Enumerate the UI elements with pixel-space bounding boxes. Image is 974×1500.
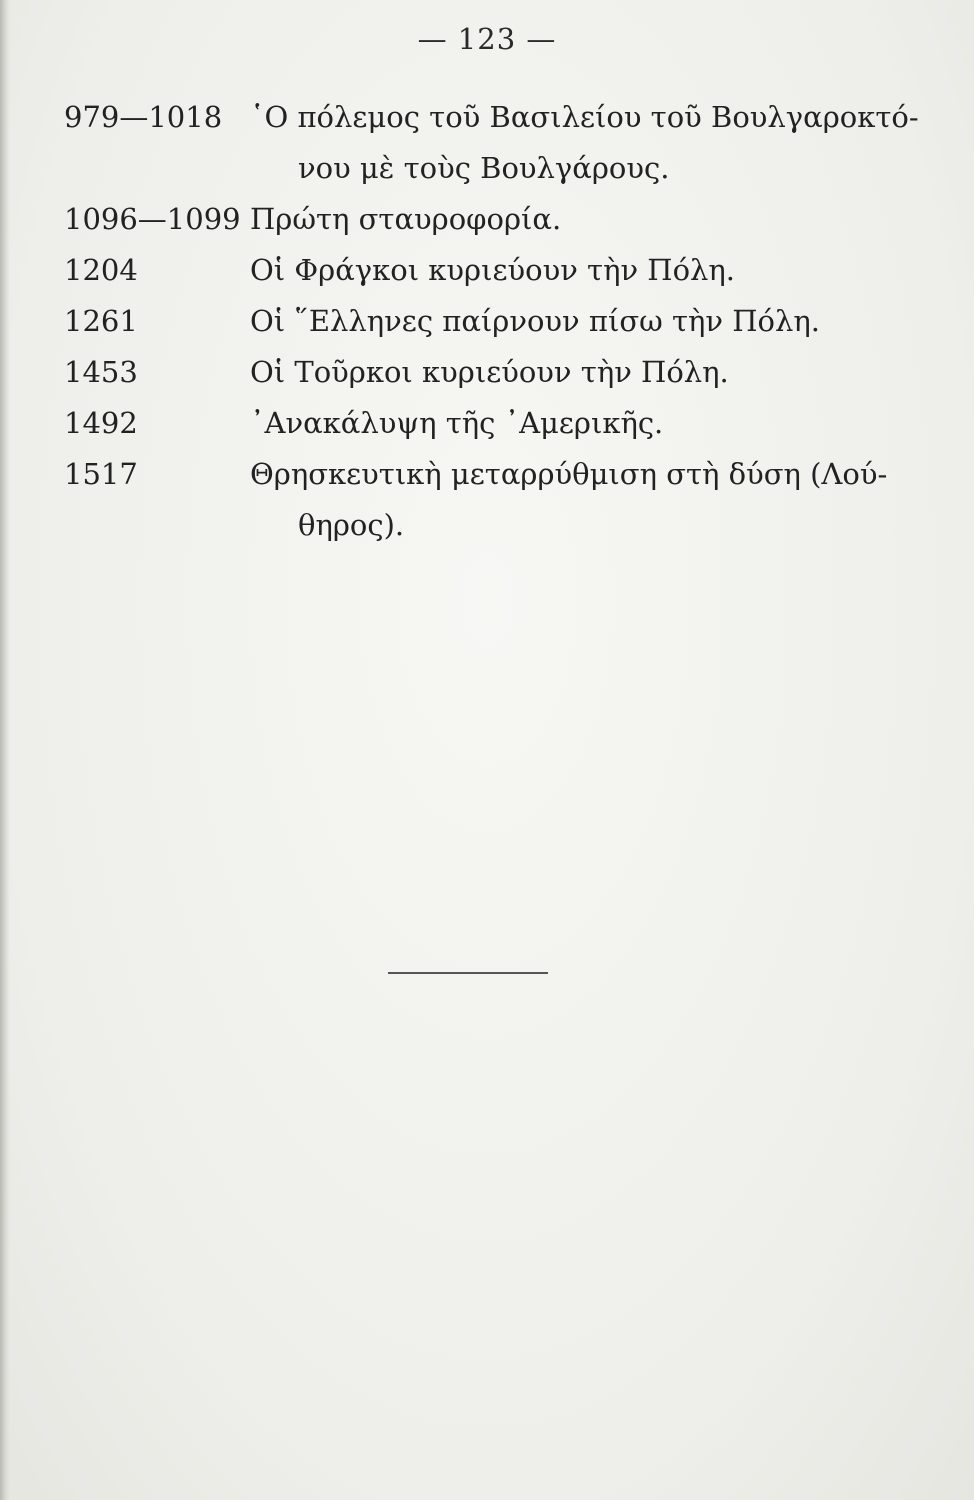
chronology-entry (64, 296, 884, 347)
chronology-entry (64, 398, 884, 449)
entry-event-line: νου μὲ τοὺς Βουλγάρους. (298, 151, 670, 185)
chronology-list (64, 92, 919, 551)
entry-event-line: θηρος). (298, 508, 405, 542)
chronology-entry (64, 347, 884, 398)
entry-date: 979—1018 (64, 100, 223, 134)
entry-date: 1492 (64, 406, 138, 440)
page-binding-edge (0, 0, 10, 1500)
entry-date: 1096—1099 (64, 202, 241, 236)
entry-event (250, 245, 884, 296)
entry-date: 1204 (64, 253, 138, 287)
entry-event-line: Πρώτη σταυροφορία. (250, 202, 562, 236)
entry-event-line: Θρησκευτικὴ μεταρρύθμιση στὴ δύση (Λού- (250, 457, 888, 491)
entry-date: 1261 (64, 304, 138, 338)
entry-event (250, 92, 919, 194)
entry-event-line: ᾿Ανακάλυψη τῆς ᾿Αμερικῆς. (250, 406, 664, 440)
chronology-entry (64, 92, 919, 194)
entry-event-line: ῾Ο πόλεμος τοῦ Βασιλείου τοῦ Βουλγαροκτό- (250, 100, 919, 134)
entry-event (250, 449, 887, 551)
chronology-entry (64, 194, 884, 245)
entry-event (250, 296, 884, 347)
entry-event-line: Οἱ Τοῦρκοι κυριεύουν τὴν Πόλη. (250, 355, 729, 389)
entry-event-line: Οἱ Φράγκοι κυριεύουν τὴν Πόλη. (250, 253, 736, 287)
entry-event-line: Οἱ ῞Ελληνες παίρνουν πίσω τὴν Πόλη. (250, 304, 820, 338)
entry-event (250, 398, 884, 449)
entry-date: 1517 (64, 457, 138, 491)
section-end-rule (388, 972, 548, 974)
entry-date: 1453 (64, 355, 138, 389)
page-number: — 123 — (417, 22, 557, 56)
entry-event (250, 194, 884, 245)
entry-event (250, 347, 884, 398)
chronology-entry (64, 449, 888, 551)
chronology-entry (64, 245, 884, 296)
